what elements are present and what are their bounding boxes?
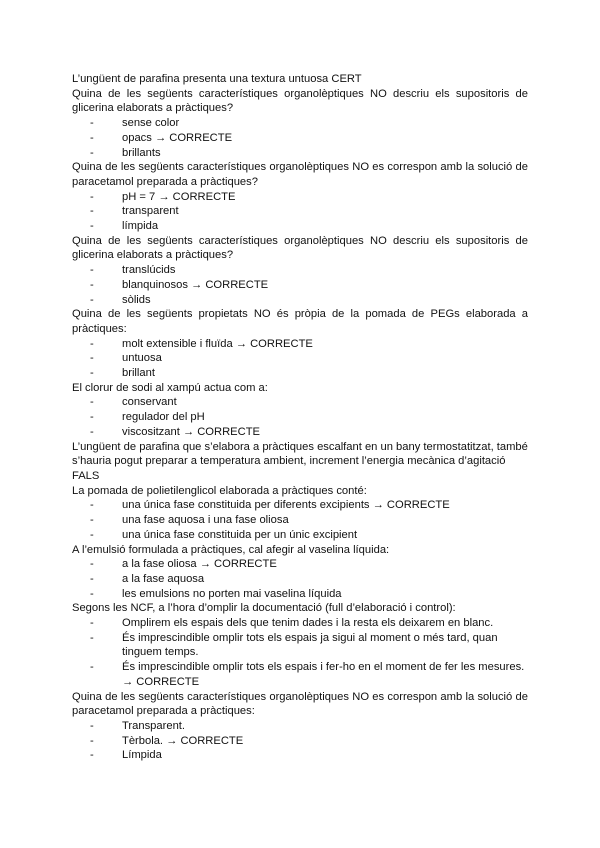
- answer-option: - blanquinosos → CORRECTE: [90, 278, 528, 293]
- answer-option: - transparent: [90, 204, 528, 219]
- answer-option: - Límpida: [90, 748, 528, 763]
- answer-option: - opacs → CORRECTE: [90, 131, 528, 146]
- answer-option: - regulador del pH: [90, 410, 528, 425]
- statement-text: L’ungüent de parafina presenta una textura untuosa CERT: [72, 73, 362, 85]
- answer-options-list: [72, 116, 528, 160]
- answer-option: - una fase aquosa i una fase oliosa: [90, 513, 528, 528]
- answer-options-list: [72, 719, 528, 763]
- answer-option: - untuosa: [90, 351, 528, 366]
- question-text: Segons les NCF, a l’hora d’omplir la documentació (full d’elaboració i control):: [72, 602, 456, 615]
- answer-option: - Omplirem els espais dels que tenim dades i la resta els deixarem en blanc.: [90, 616, 528, 631]
- answer-option: - sense color: [90, 116, 528, 131]
- answer-option: - translúcids: [90, 263, 528, 278]
- answer-options-list: [72, 557, 528, 601]
- answer-option: - Transparent.: [90, 719, 528, 734]
- answer-option: - És imprescindible omplir tots els espais ja sigui al moment o més tard, quan tinguem temps.: [90, 631, 528, 660]
- answer-option: - límpida: [90, 219, 528, 234]
- question-text: Quina de les següents característiques organolèptiques NO es correspon amb la solució de paracetamol preparada a pràctiques:: [72, 690, 528, 718]
- question-text: El clorur de sodi al xampú actua com a:: [72, 381, 268, 394]
- answer-option: - una única fase constituida per un únic excipient: [90, 528, 528, 543]
- answer-option: - molt extensible i fluïda → CORRECTE: [90, 337, 528, 352]
- question-text: Quina de les següents propietats NO és pròpia de la pomada de PEGs elaborada a pràctiques:: [72, 308, 528, 335]
- answer-options-list: [72, 616, 528, 690]
- answer-options-list: [72, 395, 528, 439]
- answer-option: - brillants: [90, 146, 528, 161]
- answer-option: - a la fase aquosa: [90, 572, 528, 587]
- document-page: [72, 72, 528, 763]
- answer-option: - És imprescindible omplir tots els espais i fer-ho en el moment de fer les mesures. → CORRECTE: [90, 660, 528, 689]
- answer-options-list: [72, 337, 528, 381]
- answer-options-list: [72, 190, 528, 234]
- question-text: Quina de les següents característiques organolèptiques NO es correspon amb la solució de paracetamol preparada a pràctiques?: [72, 161, 528, 188]
- statement-text: L’ungüent de parafina que s’elabora a pràctiques escalfant en un bany termostatitzat, també s’hauria pogut preparar a temperatura ambient, increment l’energia mecànica d’agitació FALS: [72, 440, 528, 482]
- answer-option: - sòlids: [90, 293, 528, 308]
- question-text: La pomada de polietilenglicol elaborada a pràctiques conté:: [72, 484, 367, 497]
- question-text: Quina de les següents característiques organolèptiques NO descriu els supositoris de glicerina elaborats a pràctiques?: [72, 87, 528, 115]
- answer-option: - viscositzant → CORRECTE: [90, 425, 528, 440]
- answer-option: - les emulsions no porten mai vaselina líquida: [90, 587, 528, 602]
- answer-options-list: [72, 498, 528, 542]
- answer-options-list: [72, 263, 528, 307]
- question-text: A l’emulsió formulada a pràctiques, cal afegir al vaselina líquida:: [72, 543, 390, 556]
- question-text: Quina de les següents característiques organolèptiques NO descriu els supositoris de glicerina elaborats a pràctiques?: [72, 234, 528, 262]
- answer-option: - conservant: [90, 395, 528, 410]
- answer-option: - una única fase constituida per diferents excipients → CORRECTE: [90, 498, 528, 513]
- answer-option: - pH = 7 → CORRECTE: [90, 190, 528, 205]
- answer-option: - Tèrbola. → CORRECTE: [90, 734, 528, 749]
- answer-option: - brillant: [90, 366, 528, 381]
- answer-option: - a la fase oliosa → CORRECTE: [90, 557, 528, 572]
